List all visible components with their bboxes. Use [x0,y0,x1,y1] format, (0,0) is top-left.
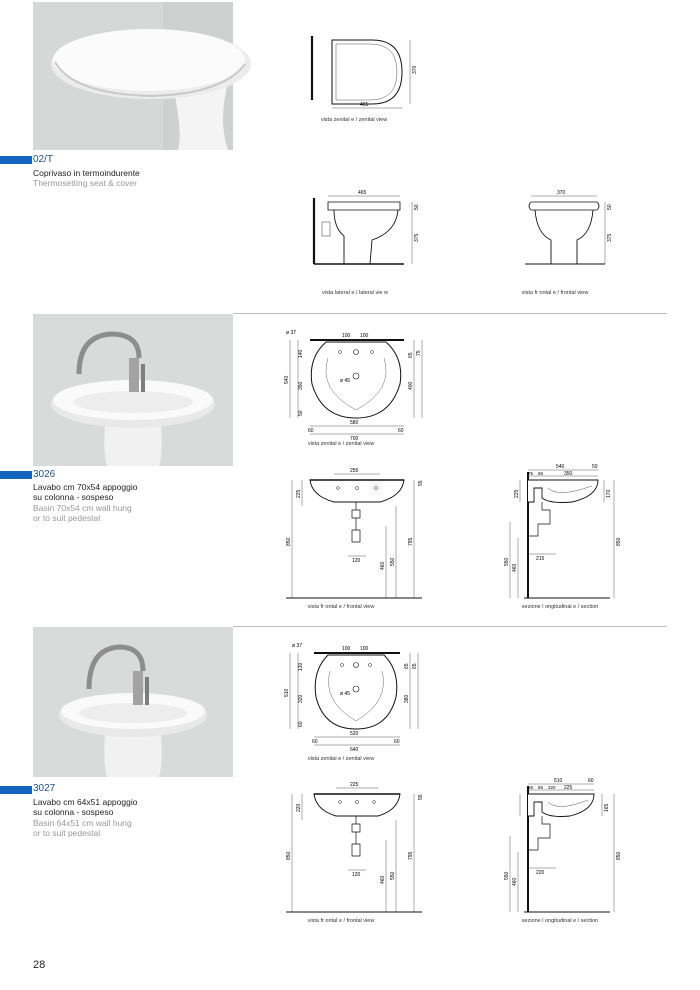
dim-label: 220 [536,870,545,876]
product-name-it: Coprivaso in termoindurente [33,168,140,178]
basin-3027-top-view [282,641,432,753]
page-number: 28 [33,959,46,971]
dim-label: 320 [548,785,556,790]
dim-label: 320 [298,694,304,703]
dim-label: 100 [360,333,369,339]
dim-label: 640 [350,747,359,753]
dim-label: 795 [408,537,414,546]
dim-label: 50 [298,410,304,416]
dim-label: 550 [390,557,396,566]
dim-label: 215 [536,556,545,562]
view-caption: sezione l ongitudinal e / section [521,604,599,610]
basin-3027-front-view [282,780,432,916]
dim-label: 550 [504,871,510,880]
product-name-en-line: Basin 70x54 cm wall hung [33,503,132,513]
dim-label: ø 37 [286,330,297,336]
basin-3026-top-view [282,328,432,440]
dim-label: 465 [358,190,367,196]
product-name-en-line: or to suit pedestal [33,828,101,838]
dim-label: 60 [588,778,594,784]
product-name-it-line: Lavabo cm 70x54 appoggio [33,482,138,492]
product-name-it-line: su colonna - sospeso [33,492,114,502]
dim-label: 50 [607,204,613,210]
dim-label: 350 [564,471,573,477]
product-code: 02/T [33,154,54,165]
product-name-it [33,797,223,817]
dim-label: 850 [616,851,622,860]
dim-label: 100 [360,646,369,652]
dim-label: 55 [418,480,424,486]
dim-label: 510 [554,778,563,784]
dim-label: 50 [592,464,598,470]
dim-label: 465 [360,102,369,108]
dim-label: 165 [604,803,610,812]
dim-label: 120 [352,872,361,878]
product-photo-basin-64 [33,627,233,777]
dim-label: 60 [394,739,400,745]
dim-label: 100 [342,333,351,339]
dim-label: 60 [398,428,404,434]
dim-label: 700 [350,436,359,442]
dim-label: 75 [416,350,422,356]
dim-label: 65 [408,352,414,358]
dim-label: 850 [616,537,622,546]
dim-label: 65 [404,663,410,669]
dim-label: ø 45 [340,378,351,384]
dim-label: 850 [286,537,292,546]
dim-label: ø 37 [292,643,303,649]
dim-label: 370 [557,190,566,196]
dim-label: 225 [296,489,302,498]
view-caption: vista fr ontal e / frontal view [521,290,589,296]
dim-label: 795 [408,851,414,860]
product-name-en [33,503,223,523]
seat-top-view [300,28,430,110]
dim-label: 550 [390,871,396,880]
view-caption: vista zenital e / zenital view [307,756,375,762]
dim-label: 220 [296,803,302,812]
dim-label: 460 [380,875,386,884]
dim-label: 460 [512,877,518,886]
dim-label: 550 [504,557,510,566]
basin-3026-front-view [282,466,432,602]
code-marker [0,156,32,164]
product-code: 3026 [33,469,56,480]
dim-label: 100 [342,646,351,652]
dim-label: 580 [350,420,359,426]
dim-label: 130 [298,662,304,671]
dim-label: 170 [606,489,612,498]
dim-label: 850 [286,851,292,860]
dim-label: 225 [564,785,573,791]
dim-label: ø 45 [340,691,351,697]
dim-label: 375 [414,233,420,242]
dim-label: 65 [538,471,544,476]
code-marker [0,471,32,479]
section-divider [233,313,667,314]
dim-label: 520 [350,731,359,737]
product-photo-seat [33,2,233,150]
product-name-en [33,818,223,838]
dim-label: 370 [412,65,418,74]
view-caption: vista lateral e / lateral vie w [321,290,389,296]
product-name-en-line: or to suit pedestal [33,513,101,523]
dim-label: 380 [404,694,410,703]
dim-label: 375 [607,233,613,242]
dim-label: 460 [512,563,518,572]
dim-label: 460 [380,561,386,570]
view-caption: vista zenital e / zenital view [320,117,388,123]
view-caption: vista fr ontal e / frontal view [307,918,375,924]
dim-label: 55 [418,794,424,800]
section-divider [233,626,667,627]
dim-label: 540 [284,375,290,384]
dim-label: 225 [350,782,359,788]
dim-label: 65 [528,785,534,790]
view-caption: sezione l ongitudinal e / section [521,918,599,924]
dim-label: 65 [538,785,544,790]
product-name-en-line: Basin 64x51 cm wall hung [33,818,132,828]
dim-label: 255 [350,468,359,474]
basin-3027-section-view [498,776,620,916]
code-marker [0,786,32,794]
dim-label: 225 [514,489,520,498]
dim-label: 540 [556,464,565,470]
dim-label: 60 [312,739,318,745]
dim-label: 140 [298,349,304,358]
product-name-en: Thermosetting seat & cover [33,178,137,188]
dim-label: 75 [528,471,534,476]
product-photo-basin-70 [33,314,233,466]
dim-label: 60 [298,721,304,727]
dim-label: 65 [412,663,418,669]
dim-label: 400 [408,381,414,390]
dim-label: 350 [298,381,304,390]
view-caption: vista fr ontal e / frontal view [307,604,375,610]
basin-3026-section-view [498,462,620,602]
dim-label: 50 [414,204,420,210]
view-caption: vista zenital e / zenital view [307,441,375,447]
product-name-it [33,482,223,502]
product-name-it-line: su colonna - sospeso [33,807,114,817]
dim-label: 510 [284,688,290,697]
product-name-it-line: Lavabo cm 64x51 appoggio [33,797,138,807]
seat-lateral-view [300,188,430,270]
product-code: 3027 [33,783,56,794]
dim-label: 120 [352,558,361,564]
seat-front-view [515,188,615,270]
dim-label: 60 [308,428,314,434]
